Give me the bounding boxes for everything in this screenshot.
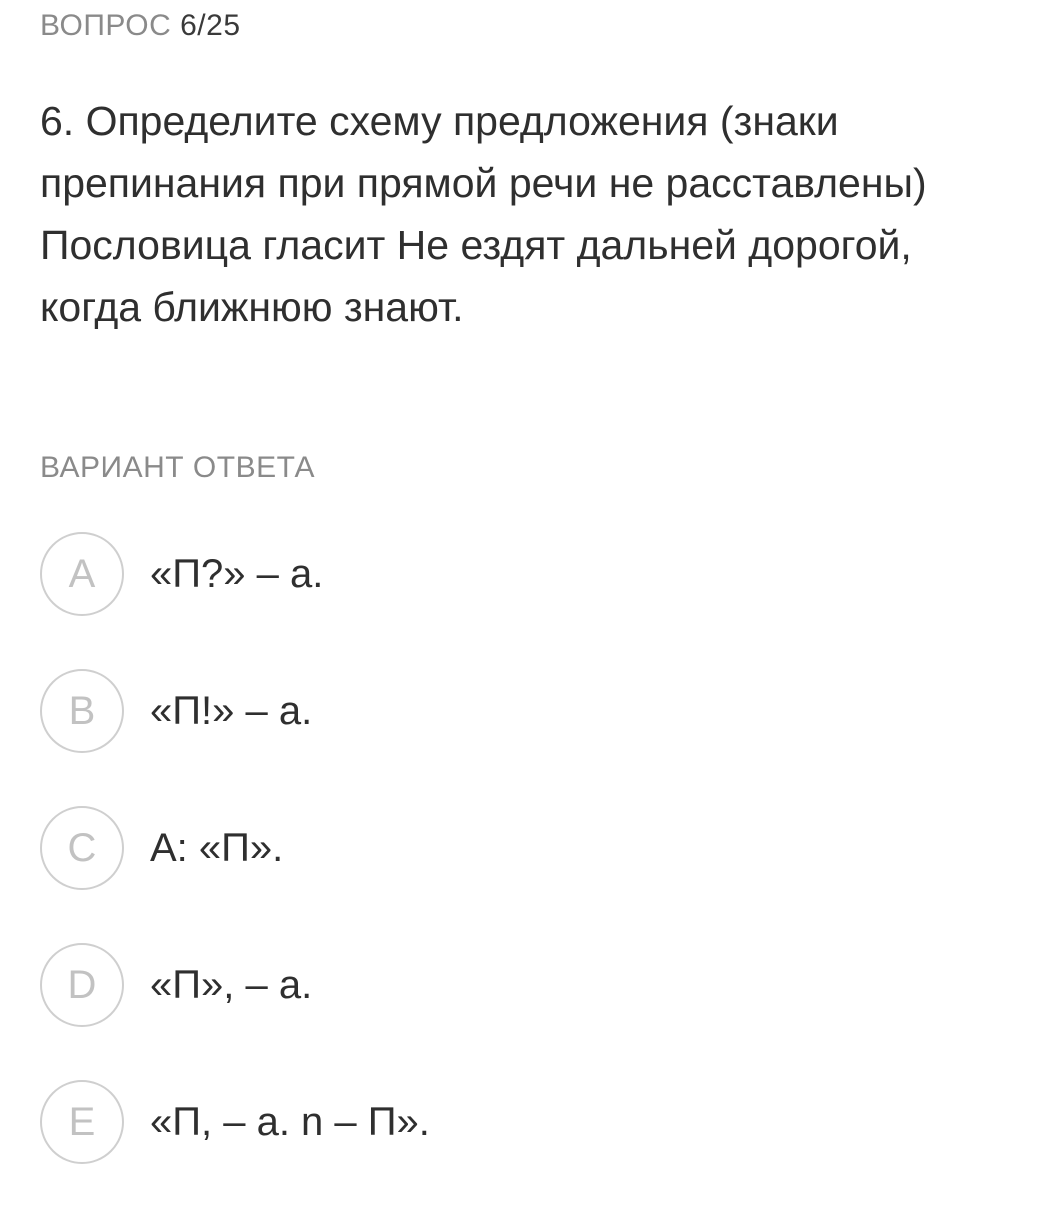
question-counter-label: ВОПРОС — [40, 9, 172, 42]
answer-option-letter[interactable]: E — [40, 1080, 124, 1164]
answer-option-a[interactable] — [40, 532, 430, 616]
question-line: когда ближнюю знают. — [40, 284, 464, 330]
answer-option-d[interactable] — [40, 943, 430, 1027]
answer-options-title: ВАРИАНТ ОТВЕТА — [40, 451, 315, 484]
question-counter — [40, 8, 241, 44]
answer-options-list — [40, 532, 430, 1217]
answer-option-e[interactable] — [40, 1080, 430, 1164]
answer-option-letter[interactable]: C — [40, 806, 124, 890]
answer-option-text[interactable]: «П», – а. — [150, 962, 313, 1007]
answer-option-text[interactable]: А: «П». — [150, 825, 284, 870]
question-line: препинания при прямой речи не расставлены) — [40, 160, 927, 206]
answer-option-c[interactable] — [40, 806, 430, 890]
answer-option-text[interactable]: «П!» – а. — [150, 688, 313, 733]
answer-option-letter[interactable]: D — [40, 943, 124, 1027]
question-counter-number: 6/25 — [180, 9, 241, 42]
answer-option-b[interactable] — [40, 669, 430, 753]
question-line: Пословица гласит Не ездят дальней дорогой, — [40, 222, 912, 268]
answer-option-letter[interactable]: B — [40, 669, 124, 753]
answer-option-text[interactable]: «П?» – а. — [150, 551, 324, 596]
answer-option-text[interactable]: «П, – а. n – П». — [150, 1099, 430, 1144]
question-line: 6. Определите схему предложения (знаки — [40, 98, 839, 144]
question-text — [40, 90, 1015, 338]
answer-option-letter[interactable]: A — [40, 532, 124, 616]
